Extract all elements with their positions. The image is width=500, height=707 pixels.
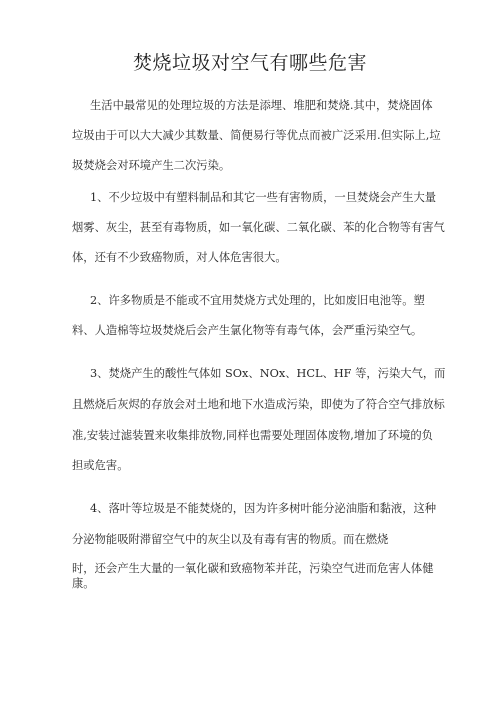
text-line: 时，还会产生大量的一氧化碳和致癌物苯并芘，污染空气进而危害人体健 <box>72 562 434 575</box>
text-line: 4、落叶等垃圾是不能焚烧的，因为许多树叶能分泌油脂和黏液，这种 <box>90 502 437 515</box>
text-line: 准,安装过滤装置来收集排放物,同样也需要处理固体废物,增加了环境的负 <box>72 429 433 442</box>
text-line: 垃圾由于可以大大减少其数量、简便易行等优点而被广泛采用.但实际上,垃 <box>72 129 441 142</box>
text-line: 烟雾、灰尘，甚至有毒物质，如一氧化碳、二氧化碳、苯的化合物等有害气 <box>72 221 445 234</box>
text-line: 3、焚烧产生的酸性气体如 SOx、NOx、HCL、HF 等，污染大气，而 <box>90 367 446 380</box>
text-line: 料、人造棉等垃圾焚烧后会产生氯化物等有毒气体，会严重污染空气。 <box>72 324 423 337</box>
text-line: 1、不少垃圾中有塑料制品和其它一些有害物质，一旦焚烧会产生大量 <box>90 191 437 204</box>
text-line: 担或危害。 <box>72 459 129 472</box>
text-line: 体，还有不少致癌物质，对人体危害很大。 <box>72 251 287 264</box>
text-line: 生活中最常见的处理垃圾的方法是添埋、堆肥和焚烧.其中，焚烧固体 <box>90 99 433 112</box>
text-line: 分泌物能吸附滞留空气中的灰尘以及有毒有害的物质。而在燃烧 <box>72 533 389 546</box>
text-line: 且燃烧后灰烬的存放会对土地和地下水造成污染，即使为了符合空气排放标 <box>72 398 445 411</box>
text-line: 康。 <box>72 577 95 590</box>
page-title: 焚烧垃圾对空气有哪些危害 <box>132 52 367 74</box>
text-line: 圾焚烧会对环境产生二次污染。 <box>72 159 231 172</box>
text-line: 2、许多物质是不能或不宜用焚烧方式处理的，比如废旧电池等。塑 <box>90 294 425 307</box>
